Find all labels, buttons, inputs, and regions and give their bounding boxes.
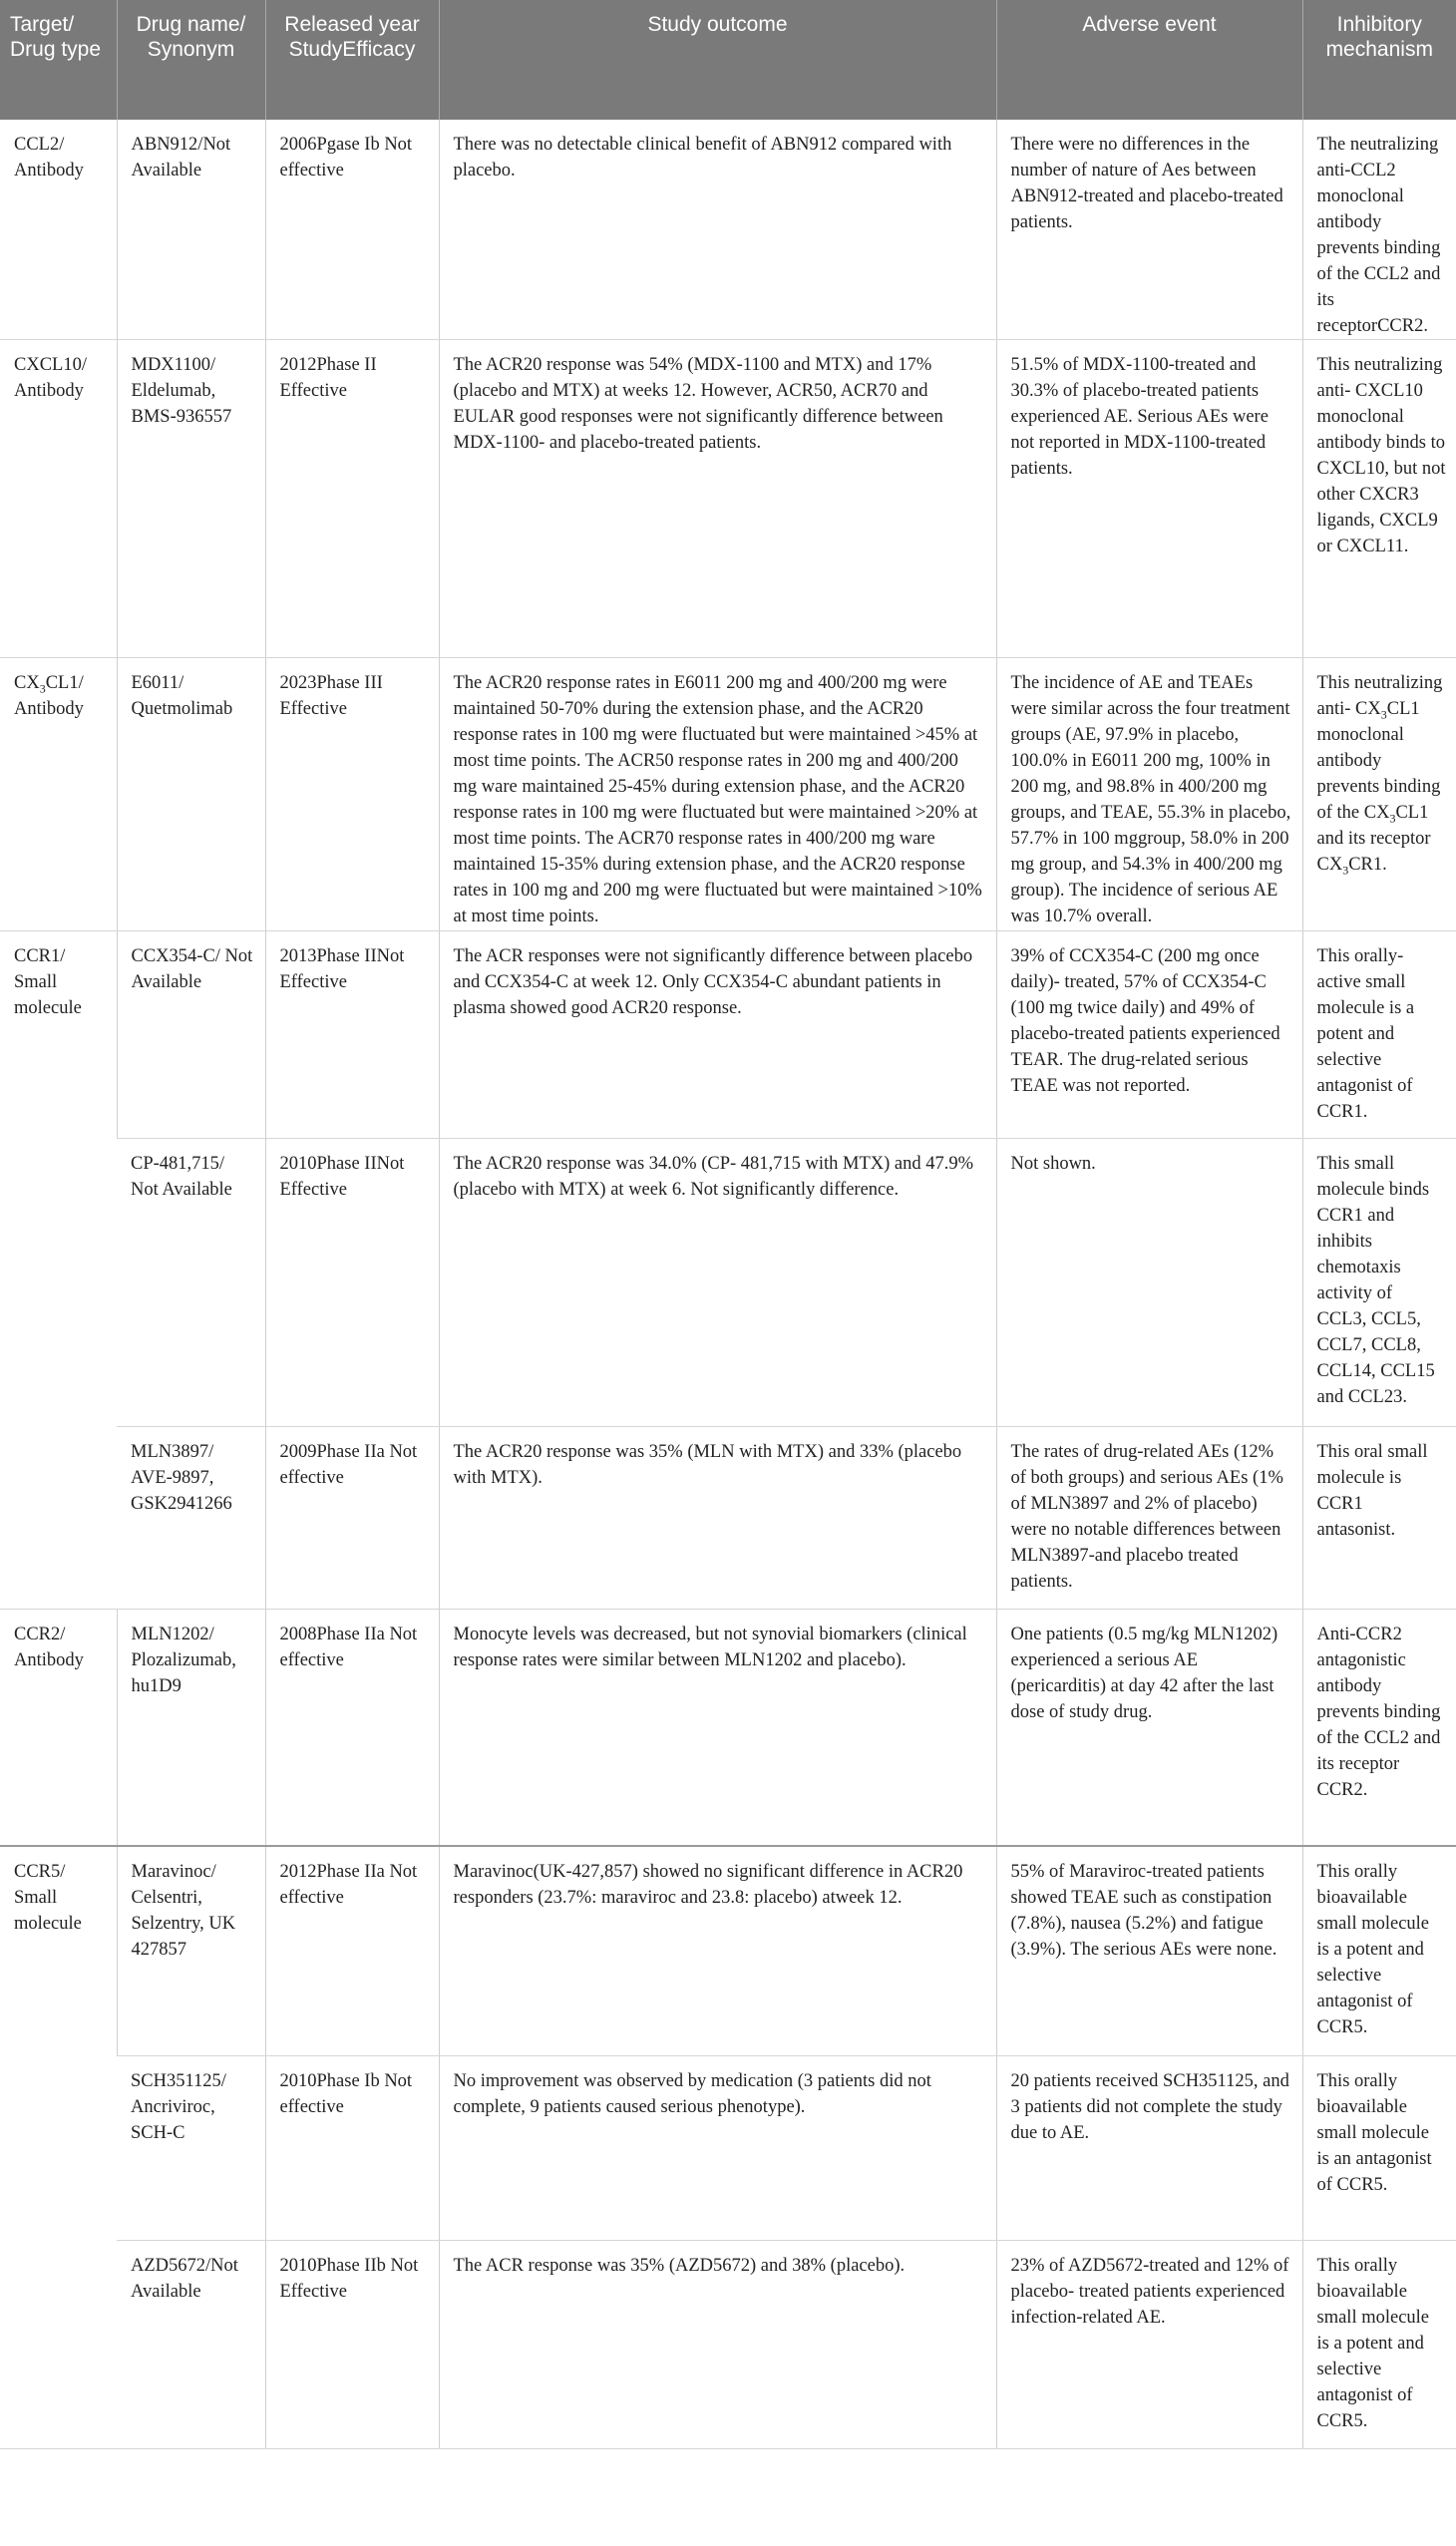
header-year: Released year StudyEfficacy — [265, 0, 439, 120]
cell-adverse: 51.5% of MDX-1100-treated and 30.3% of placebo-treated patients experienced AE. Serious AEs were not reported in MDX-1100-treated patients. — [996, 340, 1302, 658]
table-row — [0, 1139, 1456, 1427]
cell-drug: AZD5672/Not Available — [117, 2241, 265, 2449]
mechanism-text: This neutralizing anti- CX — [1316, 673, 1443, 719]
cell-target — [0, 658, 117, 931]
mechanism-subscript: 3 — [1342, 863, 1349, 878]
table-row — [0, 340, 1456, 658]
cell-mechanism: This orally-active small molecule is a potent and selective antagonist of CCR1. — [1302, 931, 1456, 1139]
cell-year: 2013Phase IINot Effective — [265, 931, 439, 1139]
cell-adverse: 20 patients received SCH351125, and 3 patients did not complete the study due to AE. — [996, 2056, 1302, 2241]
cell-year: 2023Phase III Effective — [265, 658, 439, 931]
cell-year: 2012Phase II Effective — [265, 340, 439, 658]
target-subscript: 3 — [39, 681, 46, 696]
mechanism-text: CL1 and its receptor CX — [1316, 803, 1431, 875]
cell-mechanism: The neutralizing anti-CCL2 monoclonal antibody prevents binding of the CCL2 and its receptorCCR2. — [1302, 120, 1456, 340]
table-row — [0, 931, 1456, 1139]
cell-drug: CP-481,715/ Not Available — [117, 1139, 265, 1427]
table-row — [0, 658, 1456, 931]
cell-outcome: The ACR responses were not significantly difference between placebo and CCX354-C at week 12. Only CCX354-C abundant patients in plasma showed good ACR20 response. — [439, 931, 996, 1139]
header-adverse: Adverse event — [996, 0, 1302, 120]
cell-mechanism: This neutralizing anti- CXCL10 monoclonal antibody binds to CXCL10, but not other CXCR3 ligands, CXCL9 or CXCL11. — [1302, 340, 1456, 658]
mechanism-subscript: 3 — [1380, 707, 1387, 722]
cell-year: 2006Pgase Ib Not effective — [265, 120, 439, 340]
cell-year: 2009Phase IIa Not effective — [265, 1427, 439, 1610]
cell-drug: Maravinoc/ Celsentri, Selzentry, UK 427857 — [117, 1846, 265, 2056]
table-row — [0, 120, 1456, 340]
header-drug: Drug name/ Synonym — [117, 0, 265, 120]
cell-adverse: The incidence of AE and TEAEs were similar across the four treatment groups (AE, 97.9% in placebo, 100.0% in E6011 200 mg, 100% in 200 mg, and 98.8% in 400/200 mg groups, and TEAE, 55.3% in placebo, 57.7% in 100 mggroup, 58.0% in 200 mg group, and 54.3% in 400/200 mg group). The incidence of serious AE was 10.7% overall. — [996, 658, 1302, 931]
mechanism-subscript: 3 — [1389, 811, 1396, 826]
cell-drug: MDX1100/ Eldelumab, BMS-936557 — [117, 340, 265, 658]
cell-target: CCR1/ Small molecule — [0, 931, 117, 1610]
cell-outcome: No improvement was observed by medication (3 patients did not complete, 9 patients caused serious phenotype). — [439, 2056, 996, 2241]
header-outcome: Study outcome — [439, 0, 996, 120]
cell-mechanism: This orally bioavailable small molecule is an antagonist of CCR5. — [1302, 2056, 1456, 2241]
table-row — [0, 1427, 1456, 1610]
cell-adverse: Not shown. — [996, 1139, 1302, 1427]
cell-target: CCR5/ Small molecule — [0, 1846, 117, 2449]
cell-drug: MLN3897/ AVE-9897, GSK2941266 — [117, 1427, 265, 1610]
mechanism-text: CL1 monoclonal antibody prevents binding of the CX — [1316, 699, 1441, 823]
cell-year: 2012Phase IIa Not effective — [265, 1846, 439, 2056]
cell-target: CCL2/ Antibody — [0, 120, 117, 340]
cell-adverse: The rates of drug-related AEs (12% of both groups) and serious AEs (1% of MLN3897 and 2% of placebo) were no notable differences between MLN3897-and placebo treated patients. — [996, 1427, 1302, 1610]
cell-mechanism: This orally bioavailable small molecule is a potent and selective antagonist of CCR5. — [1302, 1846, 1456, 2056]
cell-year: 2010Phase IIb Not Effective — [265, 2241, 439, 2449]
target-text: CL1/ Antibody — [14, 673, 84, 719]
table-row — [0, 2241, 1456, 2449]
cell-year: 2010Phase Ib Not effective — [265, 2056, 439, 2241]
cell-mechanism: This orally bioavailable small molecule is a potent and selective antagonist of CCR5. — [1302, 2241, 1456, 2449]
cell-adverse: One patients (0.5 mg/kg MLN1202) experienced a serious AE (pericarditis) at day 42 after the last dose of study drug. — [996, 1610, 1302, 1846]
cell-year: 2008Phase IIa Not effective — [265, 1610, 439, 1846]
table-header-row — [0, 0, 1456, 120]
cell-target: CXCL10/ Antibody — [0, 340, 117, 658]
cell-drug: ABN912/Not Available — [117, 120, 265, 340]
table-row — [0, 2056, 1456, 2241]
mechanism-text: CR1. — [1348, 855, 1387, 875]
cell-adverse: There were no differences in the number of nature of Aes between ABN912-treated and placebo-treated patients. — [996, 120, 1302, 340]
cell-mechanism: This oral small molecule is CCR1 antasonist. — [1302, 1427, 1456, 1610]
cell-adverse: 55% of Maraviroc-treated patients showed TEAE such as constipation (7.8%), nausea (5.2%) and fatigue (3.9%). The serious AEs were none. — [996, 1846, 1302, 2056]
cell-mechanism: Anti-CCR2 antagonistic antibody prevents binding of the CCL2 and its receptor CCR2. — [1302, 1610, 1456, 1846]
cell-outcome: The ACR response was 35% (AZD5672) and 38% (placebo). — [439, 2241, 996, 2449]
target-text: CX — [14, 673, 40, 693]
cell-drug: MLN1202/ Plozalizumab, hu1D9 — [117, 1610, 265, 1846]
cell-outcome: Monocyte levels was decreased, but not synovial biomarkers (clinical response rates were similar between MLN1202 and placebo). — [439, 1610, 996, 1846]
cell-year: 2010Phase IINot Effective — [265, 1139, 439, 1427]
cell-outcome: The ACR20 response rates in E6011 200 mg and 400/200 mg were maintained 50-70% during the extension phase, and the ACR20 response rates in 100 mg were fluctuated but were maintained >45% at most time points. The ACR50 response rates in 200 mg and 400/200 mg ware maintained 25-45% during extension phase, and the ACR20 response rates in 100 mg were fluctuated but were maintained >20% at most time points. The ACR70 response rates in 400/200 mg ware maintained 15-35% during extension phase, and the ACR20 response rates in 100 mg and 200 mg were fluctuated but were maintained >10% at most time points. — [439, 658, 996, 931]
header-mechanism: Inhibitory mechanism — [1302, 0, 1456, 120]
cell-outcome: The ACR20 response was 54% (MDX-1100 and MTX) and 17% (placebo and MTX) at weeks 12. However, ACR50, ACR70 and EULAR good responses were not significantly difference between MDX-1100- and placebo-treated patients. — [439, 340, 996, 658]
cell-drug: CCX354-C/ Not Available — [117, 931, 265, 1139]
header-target: Target/ Drug type — [0, 0, 117, 120]
cell-target: CCR2/ Antibody — [0, 1610, 117, 1846]
cell-drug: E6011/ Quetmolimab — [117, 658, 265, 931]
cell-adverse: 23% of AZD5672-treated and 12% of placebo- treated patients experienced infection-related AE. — [996, 2241, 1302, 2449]
table-row — [0, 1846, 1456, 2056]
cell-outcome: There was no detectable clinical benefit of ABN912 compared with placebo. — [439, 120, 996, 340]
table-row — [0, 1610, 1456, 1846]
cell-outcome: Maravinoc(UK-427,857) showed no significant difference in ACR20 responders (23.7%: maraviroc and 23.8: placebo) atweek 12. — [439, 1846, 996, 2056]
cell-outcome: The ACR20 response was 34.0% (CP- 481,715 with MTX) and 47.9% (placebo with MTX) at week 6. Not significantly difference. — [439, 1139, 996, 1427]
cell-mechanism — [1302, 658, 1456, 931]
cell-outcome: The ACR20 response was 35% (MLN with MTX) and 33% (placebo with MTX). — [439, 1427, 996, 1610]
cell-adverse: 39% of CCX354-C (200 mg once daily)- treated, 57% of CCX354-C (100 mg twice daily) and 49% of placebo-treated patients experienced TEAR. The drug-related serious TEAE was not reported. — [996, 931, 1302, 1139]
cell-mechanism: This small molecule binds CCR1 and inhibits chemotaxis activity of CCL3, CCL5, CCL7, CCL8, CCL14, CCL15 and CCL23. — [1302, 1139, 1456, 1427]
cell-drug: SCH351125/ Ancriviroc, SCH-C — [117, 2056, 265, 2241]
